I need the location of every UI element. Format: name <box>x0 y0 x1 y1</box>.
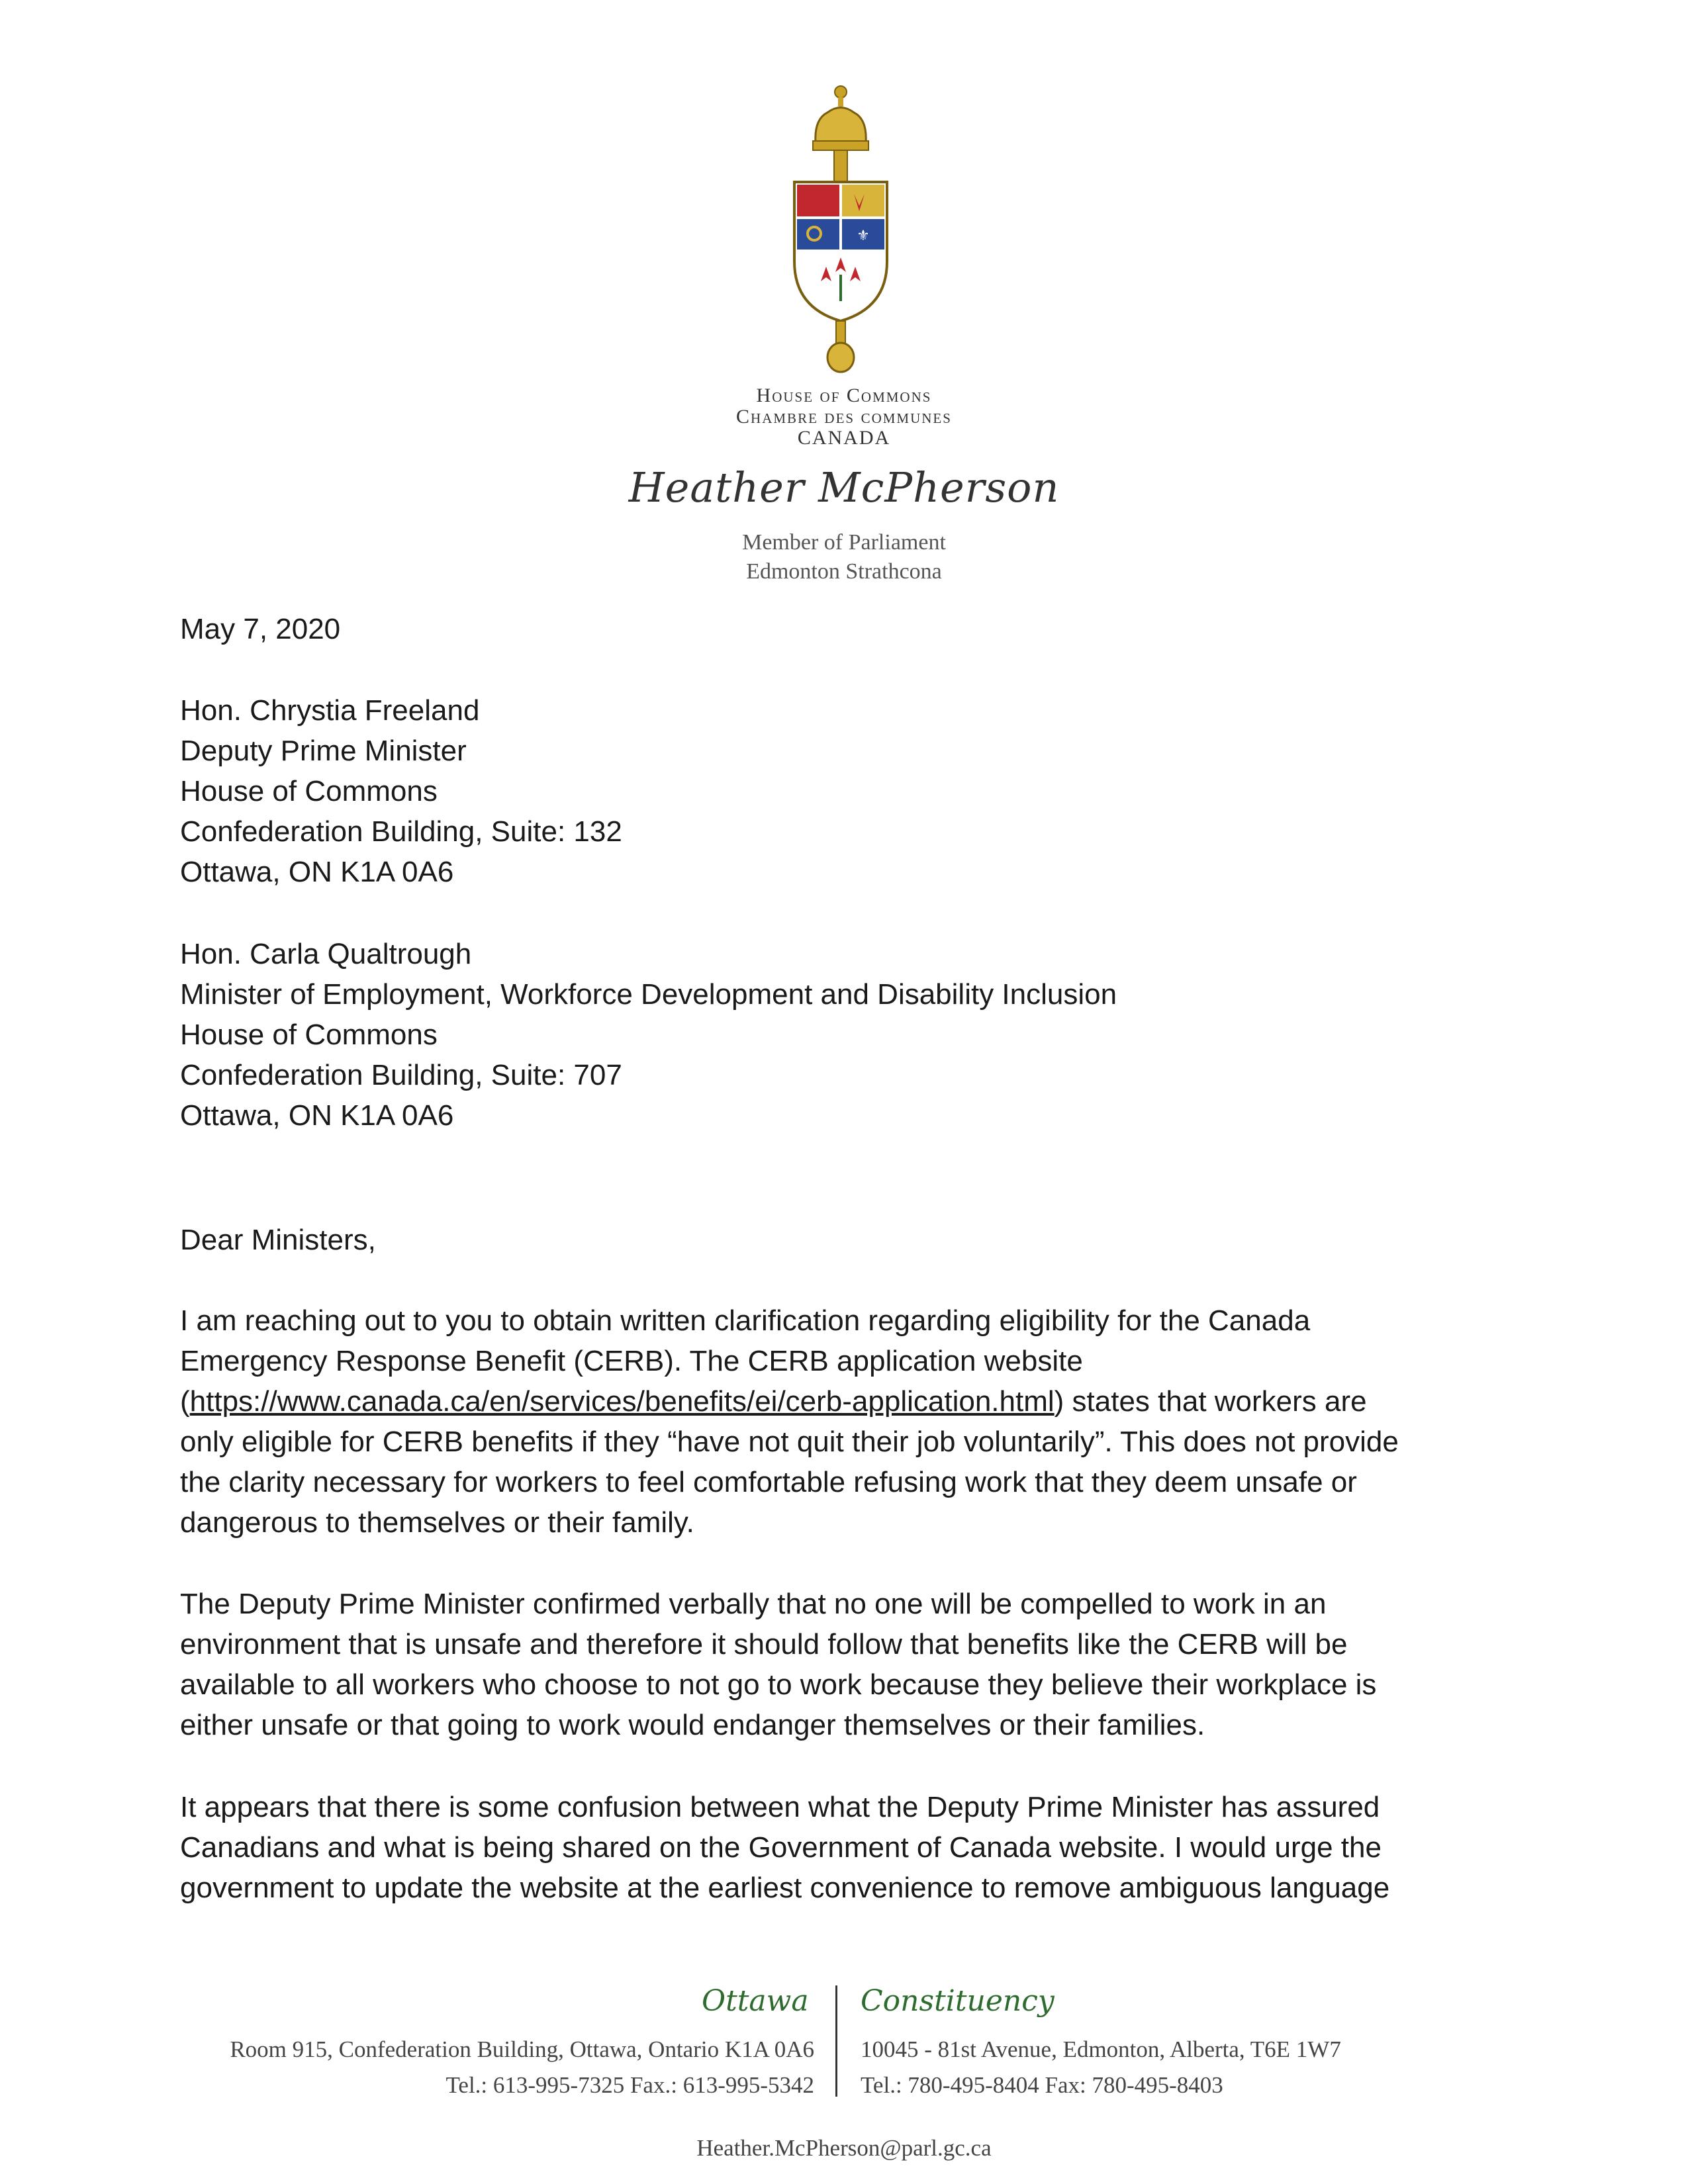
footer-ottawa-office <box>126 2032 814 2103</box>
letterhead-chambre-des-communes: Chambre des communes <box>736 406 952 428</box>
mp-name-script: Heather McPherson <box>628 463 1060 512</box>
recipient-1-address <box>180 690 1504 892</box>
paragraph-line: It appears that there is some confusion between what the Deputy Prime Minister has assured <box>180 1791 1380 1823</box>
paragraph-line: dangerous to themselves or their family. <box>180 1506 694 1539</box>
address-line: Hon. Carla Qualtrough <box>180 938 472 970</box>
paragraph-line: Emergency Response Benefit (CERB). The CERB application website <box>180 1345 1083 1377</box>
paragraph-text: ) states that workers are <box>1054 1385 1367 1418</box>
house-of-commons-crest-icon <box>774 83 907 374</box>
svg-text:⚜: ⚜ <box>857 228 870 244</box>
letterhead-house-of-commons: House of Commons <box>756 385 932 406</box>
paragraph-line-with-link <box>180 1381 1504 1422</box>
paragraph-line: government to update the website at the earliest convenience to remove ambiguous language <box>180 1872 1390 1904</box>
paragraph-line: I am reaching out to you to obtain written clarification regarding eligibility for the Canada <box>180 1304 1311 1337</box>
date-text: May 7, 2020 <box>180 613 341 645</box>
ottawa-address: Room 915, Confederation Building, Ottawa, Ontario K1A 0A6 <box>230 2036 814 2062</box>
ottawa-phone: Tel.: 613-995-7325 Fax.: 613-995-5342 <box>445 2072 814 2098</box>
footer-email[interactable]: Heather.McPherson@parl.gc.ca <box>696 2135 992 2161</box>
address-line: Deputy Prime Minister <box>180 735 467 767</box>
address-line: Ottawa, ON K1A 0A6 <box>180 1099 454 1132</box>
footer-constituency-office <box>861 2032 1523 2103</box>
paragraph-line: The Deputy Prime Minister confirmed verbally that no one will be compelled to work in an <box>180 1588 1327 1620</box>
paragraph-line: available to all workers who choose to not go to work because they believe their workplace is <box>180 1668 1377 1701</box>
paragraph-line: environment that is unsafe and therefore it should follow that benefits like the CERB will be <box>180 1628 1348 1661</box>
paragraph-1 <box>180 1300 1504 1543</box>
address-line: Hon. Chrystia Freeland <box>180 694 480 727</box>
paragraph-line: Canadians and what is being shared on the Government of Canada website. I would urge the <box>180 1831 1382 1864</box>
mp-role-block <box>0 528 1688 586</box>
paragraph-line: the clarity necessary for workers to feel comfortable refusing work that they deem unsafe or <box>180 1466 1357 1498</box>
constituency-address: 10045 - 81st Avenue, Edmonton, Alberta, T6E 1W7 <box>861 2036 1341 2062</box>
paragraph-line: either unsafe or that going to work would endanger themselves or their families. <box>180 1709 1205 1741</box>
letter-date <box>180 609 1504 649</box>
recipient-2-address <box>180 934 1504 1136</box>
address-line: House of Commons <box>180 1019 438 1051</box>
paragraph-2 <box>180 1584 1504 1745</box>
address-line: Confederation Building, Suite: 707 <box>180 1059 622 1091</box>
constituency-phone: Tel.: 780-495-8404 Fax: 780-495-8403 <box>861 2072 1223 2098</box>
paragraph-line: only eligible for CERB benefits if they “have not quit their job voluntarily”. This does not provide <box>180 1426 1399 1458</box>
address-line: Minister of Employment, Workforce Development and Disability Inclusion <box>180 978 1117 1011</box>
salutation <box>180 1220 1504 1260</box>
paren-open: ( <box>180 1385 190 1418</box>
paragraph-3 <box>180 1787 1504 1908</box>
address-line: Ottawa, ON K1A 0A6 <box>180 856 454 888</box>
address-line: Confederation Building, Suite: 132 <box>180 815 622 848</box>
cerb-application-link[interactable]: https://www.canada.ca/en/services/benefits/ei/cerb-application.html <box>189 1385 1055 1418</box>
mp-riding: Edmonton Strathcona <box>746 559 942 584</box>
letterhead <box>0 385 1688 449</box>
footer-ottawa-label: Ottawa <box>702 1984 809 2018</box>
address-line: House of Commons <box>180 775 438 807</box>
footer-constituency-label: Constituency <box>861 1984 1055 2018</box>
letterhead-canada: CANADA <box>797 427 891 449</box>
mp-title: Member of Parliament <box>742 530 946 555</box>
salutation-text: Dear Ministers, <box>180 1224 376 1256</box>
footer-divider <box>835 1985 837 2097</box>
